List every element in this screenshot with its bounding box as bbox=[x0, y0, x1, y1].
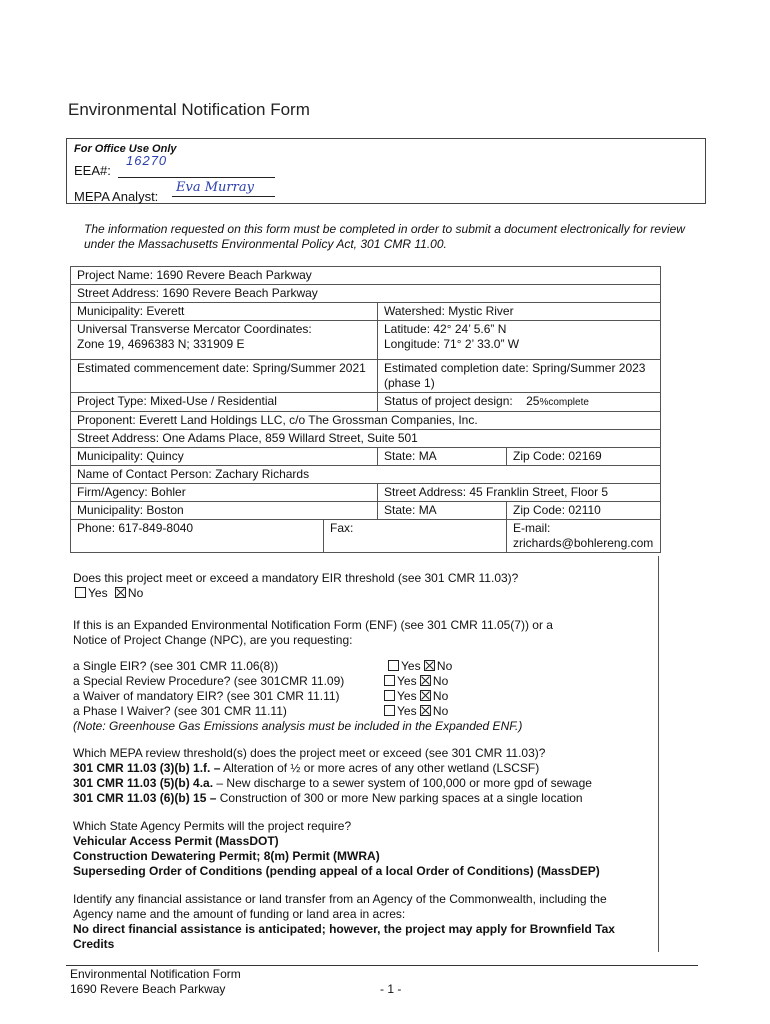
financial-question-2: Agency name and the amount of funding or land area in acres: bbox=[73, 907, 406, 921]
email-value: zrichards@bohlereng.com bbox=[513, 536, 654, 550]
yes-label: Yes bbox=[397, 689, 417, 703]
email-label: E-mail: bbox=[513, 521, 551, 535]
option-phase1-waiver: a Phase I Waiver? (see 301 CMR 11.11) bbox=[73, 704, 287, 718]
ghg-note: (Note: Greenhouse Gas Emissions analysis must be included in the Expanded ENF.) bbox=[73, 719, 523, 733]
option-special-review: a Special Review Procedure? (see 301CMR 11.09) bbox=[73, 674, 345, 688]
footer-form-name: Environmental Notification Form bbox=[70, 967, 241, 981]
expanded-enf-question-2: Notice of Project Change (NPC), are you requesting: bbox=[73, 633, 353, 647]
waiver-no-checkbox[interactable] bbox=[420, 690, 431, 701]
page-number: - 1 - bbox=[380, 982, 402, 996]
design-status-suffix: %complete bbox=[539, 397, 589, 408]
proponent-zip: Zip Code: 02169 bbox=[507, 448, 661, 466]
footer-project-name: 1690 Revere Beach Parkway bbox=[70, 982, 226, 996]
proponent-municipality: Municipality: Quincy bbox=[71, 448, 378, 466]
eir-threshold-answer bbox=[75, 586, 143, 601]
financial-answer-2: Credits bbox=[73, 937, 115, 951]
phase1-yes-checkbox[interactable] bbox=[384, 705, 395, 716]
special-review-no-checkbox[interactable] bbox=[420, 675, 431, 686]
permit-2: Construction Dewatering Permit; 8(m) Permit (MWRA) bbox=[73, 849, 380, 863]
threshold-2 bbox=[73, 776, 592, 791]
option-waiver: a Waiver of mandatory EIR? (see 301 CMR 11.11) bbox=[73, 689, 340, 703]
no-label: No bbox=[436, 659, 453, 673]
phase1-no-checkbox[interactable] bbox=[420, 705, 431, 716]
eir-no-checkbox[interactable] bbox=[115, 587, 126, 598]
eea-number: 16270 bbox=[126, 153, 168, 168]
single-eir-no-checkbox[interactable] bbox=[424, 660, 435, 671]
threshold-1-code: 301 CMR 11.03 (3)(b) 1.f. – bbox=[73, 761, 221, 775]
lat-long bbox=[378, 321, 661, 360]
special-review-answer bbox=[384, 674, 448, 689]
utm-label: Universal Transverse Mercator Coordinates: bbox=[77, 322, 312, 336]
waiver-answer bbox=[384, 689, 448, 704]
mepa-analyst-label: MEPA Analyst: bbox=[74, 189, 159, 204]
yes-label: Yes bbox=[88, 586, 108, 600]
page-title: Environmental Notification Form bbox=[68, 100, 310, 119]
project-watershed: Watershed: Mystic River bbox=[378, 303, 661, 321]
single-eir-answer bbox=[388, 659, 452, 674]
threshold-3 bbox=[73, 791, 583, 806]
yes-label: Yes bbox=[401, 659, 421, 673]
project-info-table bbox=[70, 266, 661, 553]
financial-question-1: Identify any financial assistance or land transfer from an Agency of the Commonwealth, including the bbox=[73, 892, 607, 906]
email bbox=[507, 520, 661, 553]
utm-value: Zone 19, 4696383 N; 331909 E bbox=[77, 337, 245, 351]
no-label: No bbox=[432, 689, 449, 703]
eir-threshold-question: Does this project meet or exceed a mandatory EIR threshold (see 301 CMR 11.03)? bbox=[73, 571, 519, 585]
threshold-1 bbox=[73, 761, 539, 776]
project-municipality: Municipality: Everett bbox=[71, 303, 378, 321]
project-type: Project Type: Mixed-Use / Residential bbox=[71, 393, 378, 412]
utm-coordinates bbox=[71, 321, 378, 360]
eea-underline bbox=[118, 177, 275, 178]
waiver-yes-checkbox[interactable] bbox=[384, 690, 395, 701]
threshold-3-text: Construction of 300 or more New parking spaces at a single location bbox=[216, 791, 583, 805]
firm-municipality: Municipality: Boston bbox=[71, 502, 378, 520]
phone: Phone: 617-849-8040 bbox=[71, 520, 324, 553]
firm-zip: Zip Code: 02110 bbox=[507, 502, 661, 520]
completion-date-text: Estimated completion date: Spring/Summer 2023 bbox=[384, 361, 646, 375]
intro-text: The information requested on this form must be completed in order to submit a document electronically for review under the Massachusetts Environmental Policy Act, 301 CMR 11.00. bbox=[84, 222, 685, 251]
project-name: Project Name: 1690 Revere Beach Parkway bbox=[71, 267, 661, 285]
threshold-question: Which MEPA review threshold(s) does the project meet or exceed (see 301 CMR 11.03)? bbox=[73, 746, 546, 760]
commencement-date: Estimated commencement date: Spring/Summer 2021 bbox=[71, 360, 378, 393]
latitude: Latitude: 42° 24’ 5.6” N bbox=[384, 322, 507, 336]
proponent: Proponent: Everett Land Holdings LLC, c/o The Grossman Companies, Inc. bbox=[71, 412, 661, 430]
yes-label: Yes bbox=[397, 674, 417, 688]
office-use-heading: For Office Use Only bbox=[74, 143, 177, 155]
threshold-2-text: – New discharge to a sewer system of 100,000 or more gpd of sewage bbox=[213, 776, 592, 790]
proponent-state: State: MA bbox=[378, 448, 507, 466]
single-eir-yes-checkbox[interactable] bbox=[388, 660, 399, 671]
firm-state: State: MA bbox=[378, 502, 507, 520]
no-label: No bbox=[432, 674, 449, 688]
fax: Fax: bbox=[324, 520, 507, 553]
threshold-3-code: 301 CMR 11.03 (6)(b) 15 – bbox=[73, 791, 217, 805]
no-label: No bbox=[432, 704, 449, 718]
design-status bbox=[378, 393, 661, 412]
financial-answer-1: No direct financial assistance is anticipated; however, the project may apply for Brownfield Tax bbox=[73, 922, 615, 936]
mepa-analyst-name: Eva Murray bbox=[176, 180, 254, 195]
firm-agency: Firm/Agency: Bohler bbox=[71, 484, 378, 502]
threshold-2-code: 301 CMR 11.03 (5)(b) 4.a. bbox=[73, 776, 214, 790]
contact-person: Name of Contact Person: Zachary Richards bbox=[71, 466, 661, 484]
yes-label: Yes bbox=[397, 704, 417, 718]
phase1-waiver-answer bbox=[384, 704, 448, 719]
longitude: Longitude: 71° 2’ 33.0” W bbox=[384, 337, 520, 351]
permits-question: Which State Agency Permits will the project require? bbox=[73, 819, 352, 833]
design-status-value: 25 bbox=[526, 394, 540, 408]
permit-3: Superseding Order of Conditions (pending appeal of a local Order of Conditions) (MassDEP) bbox=[73, 864, 600, 878]
firm-street: Street Address: 45 Franklin Street, Floor 5 bbox=[378, 484, 661, 502]
expanded-enf-question-1: If this is an Expanded Environmental Notification Form (ENF) (see 301 CMR 11.05(7)) or a bbox=[73, 618, 553, 632]
project-street: Street Address: 1690 Revere Beach Parkway bbox=[71, 285, 661, 303]
proponent-street: Street Address: One Adams Place, 859 Willard Street, Suite 501 bbox=[71, 430, 661, 448]
option-single-eir: a Single EIR? (see 301 CMR 11.06(8)) bbox=[73, 659, 279, 673]
completion-phase: (phase 1) bbox=[384, 376, 435, 390]
eir-yes-checkbox[interactable] bbox=[75, 587, 86, 598]
special-review-yes-checkbox[interactable] bbox=[384, 675, 395, 686]
no-label: No bbox=[127, 586, 144, 600]
completion-date bbox=[378, 360, 661, 393]
design-status-label: Status of project design: bbox=[384, 394, 513, 408]
mepa-underline bbox=[172, 196, 275, 197]
threshold-1-text: Alteration of ½ or more acres of any other wetland (LSCSF) bbox=[220, 761, 540, 775]
footer-divider bbox=[66, 965, 698, 966]
eea-label: EEA#: bbox=[74, 163, 111, 178]
permit-1: Vehicular Access Permit (MassDOT) bbox=[73, 834, 279, 848]
